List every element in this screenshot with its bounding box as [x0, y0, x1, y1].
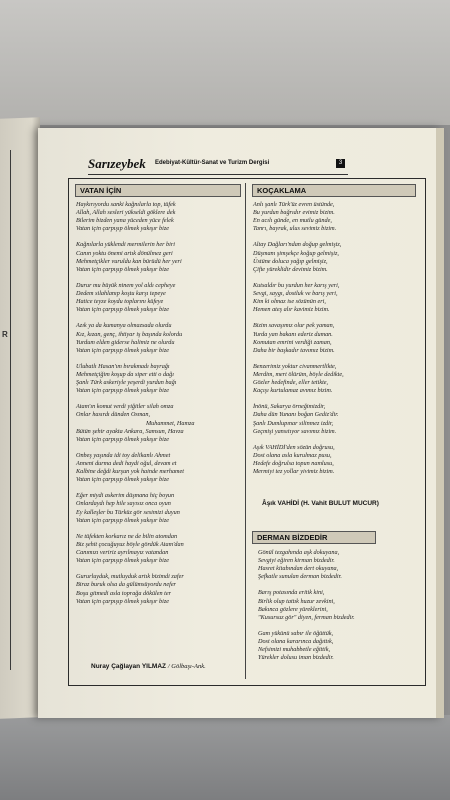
poem-line: Bizim savaşımız olur pek yaman,: [253, 322, 335, 330]
poem-line: Onlardaydı hep hile sayısız onca oyun: [76, 500, 171, 508]
stanza: [258, 589, 418, 621]
page-stack-edge: [436, 128, 444, 718]
poem-line: Boşu gitmedi asla toprağa dökülen ter: [76, 589, 172, 597]
poem-line: Kağnılarla yüklendi mermilerin her biri: [76, 241, 175, 249]
poem-line: Sevgi, saygı, dostluk ve barış yeri,: [253, 290, 338, 298]
poem-line: Hatice teyze koydu toplarını küfeye: [76, 298, 164, 306]
poem-line: Anlı şanlı Türk'üz evren üstünde,: [253, 201, 335, 208]
poem-kocaklama-signature: [262, 500, 379, 507]
poem-line: Komutan emrini verdiği zaman,: [253, 338, 332, 346]
poem-line: Hemen ateş alır kavimiz bizim.: [253, 306, 330, 314]
poem-line: Dost olana kararınca dağıttık,: [258, 638, 334, 646]
poem-line: Yürekler dolusu iman bizdedir.: [258, 654, 334, 662]
poem-line: Kutsaldır bu yurdun her karış yeri,: [253, 281, 340, 289]
poem-line: Hedefe doğrulsa topun namlusu,: [253, 460, 334, 467]
stanza: [258, 630, 418, 662]
poem-line: Gururluyduk, mutluyduk artık bizimdi zafer: [76, 573, 184, 581]
magazine-tagline: Edebiyat-Kültür-Sanat ve Turizm Dergisi: [155, 160, 270, 166]
poem-line: Vatan için çarpışıp ölmek yakışır bize: [76, 516, 169, 524]
stanza: [253, 403, 418, 435]
stanza: [253, 322, 418, 354]
poem-line: Barış potasında eritik kini,: [258, 589, 325, 597]
poem-line: Bilerim bizden yana yüceden yüce felek: [76, 217, 174, 225]
poem-title-kocaklama: KOÇAKLAMA: [252, 184, 416, 197]
stanza: [76, 201, 241, 233]
poem-line: Bütün şehir ayakta Ankara, Samsun, Havza: [76, 427, 184, 435]
poem-line: Durur mu büyük ninem yol aldı cepheye: [76, 281, 176, 289]
poem-vatan-signature: [91, 663, 206, 670]
poem-line: Bakınca gözlere yüreklerini,: [258, 605, 328, 613]
poem-line: Biraz buruk olsa da gülümsüyordu nefer: [76, 581, 176, 589]
poem-line: Şanlı Dumlupınar silinmez izdir,: [253, 419, 334, 427]
poem-line: Muhammet, Hamza: [146, 419, 195, 427]
poem-line: Ey kalleşler bu Türküz gör sesimizi duyun: [76, 508, 180, 516]
stanza: [76, 363, 241, 395]
poem-line: Mermiyi tez yollar yivimiz bizim.: [253, 468, 335, 476]
poem-line: Anneni durma dedi haydi oğul, devam et: [76, 460, 177, 467]
poem-line: Kaçışı kurtulamaz avımız bizim.: [253, 387, 333, 395]
previous-page-border: [0, 150, 11, 670]
poem-line: Ne tüfekten korkarız ne de bilin atomdan: [76, 532, 178, 540]
previous-page-letter: R: [2, 330, 8, 339]
poem-title-derman: DERMAN BİZDEDİR: [252, 531, 376, 544]
poem-line: Vatan için çarpışıp ölmek yakışır bize: [76, 435, 169, 443]
poem-line: Gözler hedefinde, eller tetikte,: [253, 379, 329, 387]
column-divider: [245, 183, 246, 679]
page-number: 3: [336, 159, 345, 168]
poem-line: Vatan için çarpışıp ölmek yakışır bize: [76, 557, 169, 565]
poem-vatan-body: [76, 201, 241, 614]
poem-kocaklama-body: [253, 201, 418, 484]
poem-line: Yurdum elden giderse halimiz ne olurdu: [76, 338, 175, 346]
stanza: [253, 363, 418, 395]
poem-line: Birlik olup tattık huzur zevkini,: [258, 597, 335, 605]
stanza: [76, 322, 241, 354]
poem-line: Onlar hasırdı dünden Osman,: [76, 411, 151, 419]
magazine-brand: Sarızeybek: [88, 156, 146, 171]
poem-line: Sevgiyi eğiren kirman bizdedir.: [258, 557, 335, 565]
stanza: [76, 573, 241, 605]
poem-line: Merdim, mert ölürüm, böyle dedikte,: [253, 370, 344, 378]
poem-line: Biz şehit çocuğuyuz böyle gördük Atam'dan: [76, 540, 184, 548]
poem-line: Vatan için çarpışıp ölmek yakışır bize: [76, 387, 169, 395]
stanza: [76, 282, 241, 314]
poem-line: Düşmanı şimşekçe koğup gelmişiz,: [253, 249, 339, 257]
poem-line: Azık ya da kumanya olmazsada olurdu: [76, 322, 172, 330]
poem-line: Vatan için çarpışıp ölmek yakışır bize: [76, 597, 169, 605]
stanza: [76, 452, 241, 484]
poem-line: Gönül tezgahında aşk dokuyana,: [258, 549, 340, 556]
poem-line: Onbeş yaşında idi toy delikanlı Ahmet: [76, 451, 171, 459]
poem-vatan-place: / Gölbaşı-Ank.: [167, 663, 206, 670]
poem-derman-body: [258, 549, 418, 670]
poem-line: Kim ki olmaz ise sözünün eri,: [253, 298, 326, 306]
poem-line: Canımızı veririz ayrılmayız vatandan: [76, 549, 169, 557]
stanza: [76, 403, 241, 443]
poem-line: En acılı günde, en mutlu günde,: [253, 217, 332, 225]
poem-line: Kalbine değdi kurşun yok hainde merhamet: [76, 468, 184, 476]
background-table: [0, 715, 450, 800]
poem-line: Atam'ın komut verdi yiğitler silah omza: [76, 403, 174, 411]
poem-vatan-author: Nuray Çağlayan YILMAZ: [91, 663, 167, 670]
stanza: [253, 241, 418, 273]
poem-line: Geçmişi yansıtıyor savımız bizim.: [253, 427, 337, 435]
poem-line: Bu yurdun bağrıdır evimiz bizim.: [253, 209, 335, 217]
stanza: [76, 533, 241, 565]
stanza: [253, 444, 418, 476]
poem-line: Şefkatle sunulan derman bizdedir.: [258, 573, 342, 581]
poem-title-vatan: VATAN İÇİN: [75, 184, 241, 197]
poem-line: Mehmetçiğim koşup da siper etti o dağı: [76, 370, 174, 378]
poem-line: Canın yoktu önemi artık dönülmez geri: [76, 249, 173, 257]
poem-line: Vatan için çarpışıp ölmek yakışır bize: [76, 476, 169, 484]
poem-line: Vatan için çarpışıp ölmek yakışır bize: [76, 225, 169, 233]
background-wall: [0, 0, 450, 125]
poem-line: Şanlı Türk askeriyle yeşerdi yurdun bağı: [76, 379, 177, 387]
poem-line: Tanrı, bayrak, ulus sevimiz bizim.: [253, 225, 337, 233]
stanza: [253, 201, 418, 233]
poem-line: Daha dün Yunanı boğan Gediz'dir.: [253, 411, 339, 419]
poem-line: Nefsimizi muhabbetle eğittik,: [258, 646, 331, 654]
poem-kocaklama-author-full: (H. Vahit BULUT MUCUR): [300, 500, 379, 507]
poem-line: Dedem silahlanıp koştu karşı tepeye: [76, 290, 166, 298]
poem-line: Gam yükünü sabır ile öğüttük,: [258, 629, 334, 637]
poem-line: "Kusursuz gör" diyen, ferman bizdedir.: [258, 613, 355, 621]
stanza: [76, 492, 241, 524]
page-header: [88, 156, 348, 175]
poem-line: Vatan için çarpışıp ölmek yakışır bize: [76, 265, 169, 273]
poem-line: Üstüne doluca yağıp gelmişiz,: [253, 257, 328, 265]
poem-line: Daha bir başkadır tavımız bizim.: [253, 346, 335, 354]
poem-line: Ulubatlı Hasan'ım bırakmadı bayrağı: [76, 362, 170, 370]
poem-line: Vatan için çarpışıp ölmek yakışır bize: [76, 346, 169, 354]
poem-line: Dost olana asla kurulmaz pusu,: [253, 451, 332, 459]
stanza: [76, 241, 241, 273]
poem-line: Allah, Allah sesleri yükseldi göklere dek: [76, 209, 176, 217]
stanza: [253, 282, 418, 314]
poem-line: Kız, kızan, genç, ihtiyar iş başında kolordu: [76, 330, 183, 338]
poem-line: Altay Dağları'ndan doğup gelmişiz,: [253, 241, 342, 249]
stanza: [258, 549, 418, 581]
poem-line: Haykırıyordu sanki kağnılarla top, tüfek: [76, 201, 176, 208]
poem-line: Aşık VAHİDİ'den sözün doğrusu,: [253, 443, 335, 451]
poem-line: Hasret kitabından dert okuyana,: [258, 565, 339, 573]
poem-line: Çifte yüreklidir devimiz bizim.: [253, 265, 328, 273]
poem-line: Mehmetçikler vuruldu kan bürüdü her yeri: [76, 257, 182, 265]
poem-kocaklama-author: Âşık VAHİDİ: [262, 500, 300, 507]
poem-line: Yurda yan bakanı ederiz duman.: [253, 330, 333, 338]
poem-line: Eğer miydi askerim düşmana hiç boyun: [76, 492, 175, 500]
poem-line: Benzerimiz yoktur civanmertlikte,: [253, 362, 337, 370]
poem-line: Vatan için çarpışıp ölmek yakışır bize: [76, 306, 169, 314]
poem-line: İnönü, Sakarya örneğimizdir,: [253, 403, 326, 411]
